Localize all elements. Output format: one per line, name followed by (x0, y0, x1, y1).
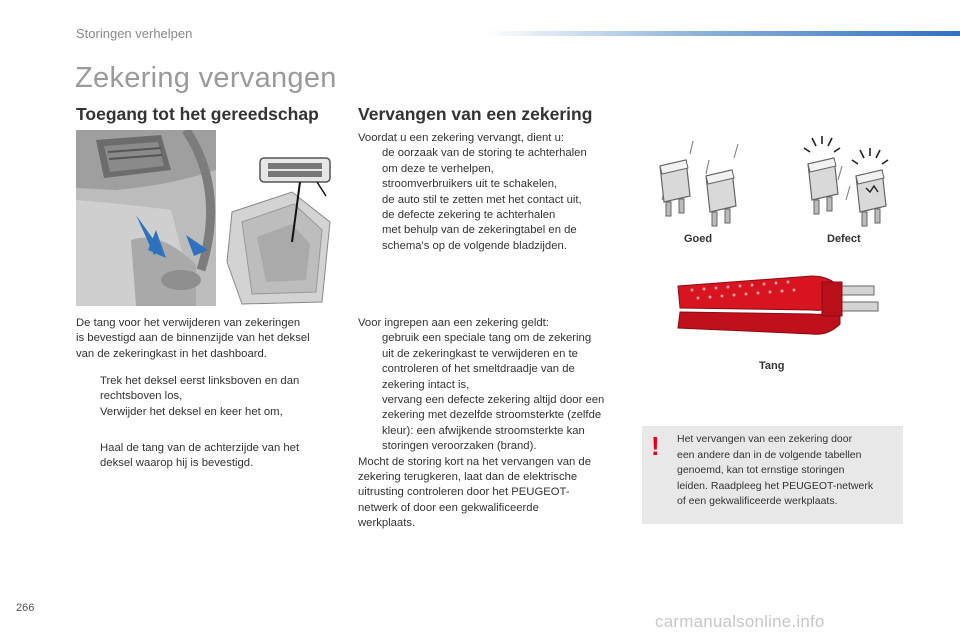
list-item: Trek het deksel eerst linksboven en dan rechtsboven los, (100, 375, 300, 403)
list-item: de auto stil te zetten met het contact uit, (382, 193, 582, 206)
label-tang: Tang (759, 360, 785, 372)
dashboard-photo (76, 130, 216, 306)
list-item: Verwijder het deksel en keer het om, (100, 405, 283, 418)
label-defect: Defect (827, 233, 861, 245)
warning-text: Het vervangen van een zekering door een andere dan in de volgende tabellen genoemd, kan tot ernstige storingen leiden. Raadpleeg het PEUGEOT-netwerk of een gekwalificeerde werkplaats. (677, 433, 874, 507)
fuse-defect-illustration (798, 136, 894, 228)
list-item: de defecte zekering te achterhalen met behulp van de zekeringtabel en de schema's op de volgende bladzijden. (382, 209, 577, 252)
list-item: de oorzaak van de storing te achterhalen om deze te verhelpen, (382, 147, 587, 175)
list-item: vervang een defecte zekering altijd door een zekering met dezelfde stroomsterkte (zelfde kleur): een afwijkende stroomsterkte kan storingen veroorzaken (brand). (382, 394, 605, 453)
left-steps (76, 374, 346, 420)
fuse-cover-drawing (222, 152, 340, 306)
header-bar (485, 31, 960, 36)
fuse-good-illustration (648, 136, 744, 228)
heading-replace-fuse: Vervangen van een zekering (358, 104, 593, 124)
list-item: stroomverbruikers uit te schakelen, (382, 178, 558, 191)
watermark: carmanualsonline.info (655, 612, 825, 631)
left-step3 (76, 441, 346, 472)
fuse-puller-tool (672, 268, 884, 348)
label-good: Goed (684, 233, 713, 245)
left-intro: De tang voor het verwijderen van zekeringen is bevestigd aan de binnenzijde van het deksel van de zekeringkast in het dashboard. (76, 317, 310, 360)
page-number: 266 (16, 602, 35, 614)
list-item: Haal de tang van de achterzijde van het deksel waarop hij is bevestigd. (100, 442, 300, 470)
before-list: Voordat u een zekering vervangt, dient u: de oorzaak van de storing te achterhalen om deze te verhelpen, stroomverbruikers uit te schakelen, de auto stil te zetten met het contact uit, de defecte zekering te achterhalen met behulp van de zekeringtabel en de schema's op de volgende bladzijden. (358, 131, 630, 254)
heading-tool-access: Toegang tot het gereedschap (76, 104, 319, 124)
page-title: Zekering vervangen (75, 62, 337, 94)
during-list: Voor ingrepen aan een zekering geldt: gebruik een speciale tang om de zekering uit de zekeringkast te verwijderen en te controleren of het smeltdraadje van de zekering intact is, vervang een defecte zekering altijd door een zekering met dezelfde stroomsterkte (zelfde kleur): een afwijkende stroomsterkte kan storingen veroorzaken (brand). Mocht de storing kort na het vervangen van de zekering terugkeren, laat dan de elektrische uitrusting controleren door het PEUGEOT- netwerk of door een gekwalificeerde werkplaats. (358, 316, 630, 532)
section-header: Storingen verhelpen (76, 26, 193, 41)
warning-icon: ! (651, 431, 660, 461)
list-item: gebruik een speciale tang om de zekering uit de zekeringkast te verwijderen en te controleren of het smeltdraadje van de zekering intact is, (382, 332, 592, 391)
